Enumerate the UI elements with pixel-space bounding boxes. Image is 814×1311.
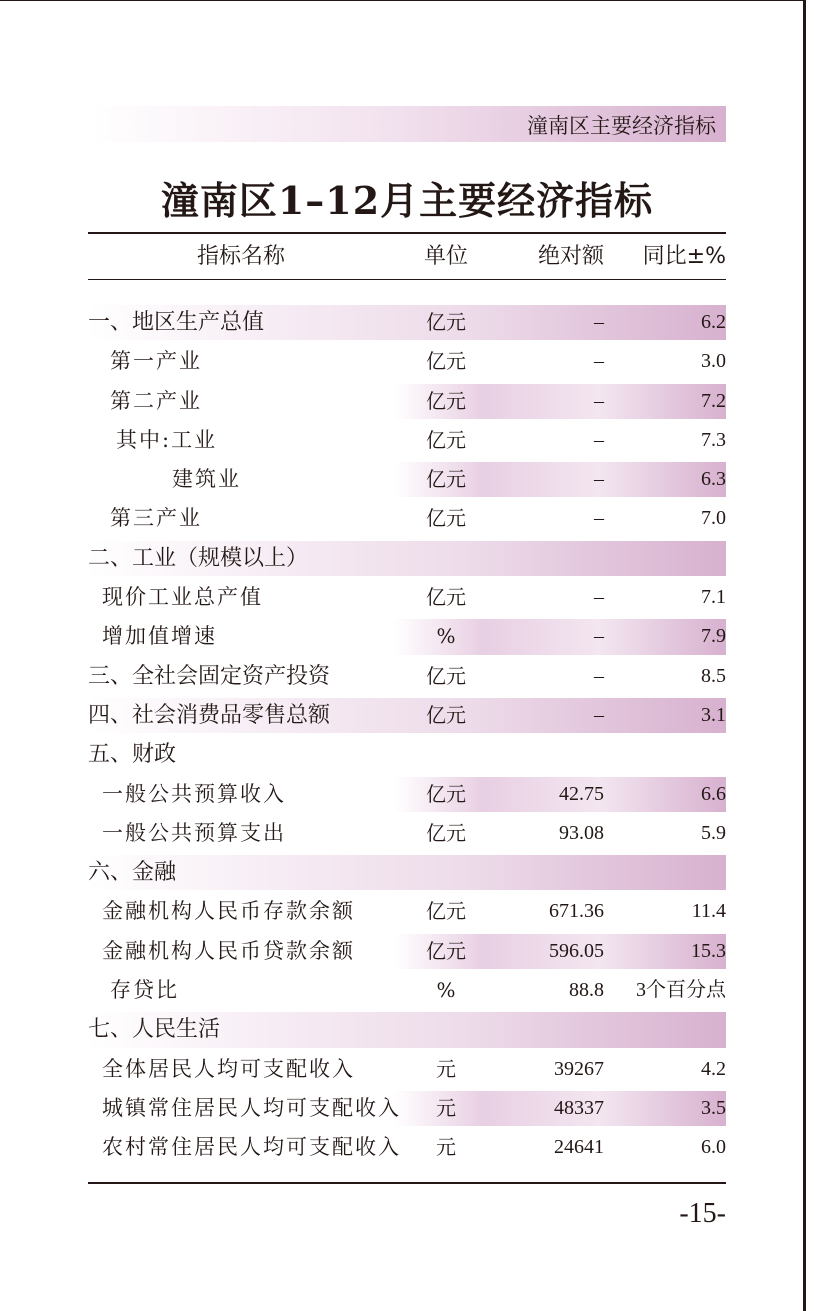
running-header — [92, 106, 726, 142]
indicator-name: 第一产业 — [110, 349, 202, 374]
indicator-unit: 元 — [436, 1135, 456, 1160]
indicator-name: 二、工业（规模以上） — [88, 545, 309, 571]
indicator-name: 第三产业 — [110, 506, 202, 531]
indicator-yoy — [616, 853, 726, 892]
indicator-yoy: 3.1 — [701, 703, 726, 726]
table-row — [88, 539, 726, 578]
indicator-unit: 元 — [436, 1095, 456, 1120]
table-bottom-rule — [88, 1182, 726, 1184]
indicator-yoy — [616, 1010, 726, 1049]
indicator-name: 一般公共预算支出 — [102, 820, 286, 845]
indicator-unit: 亿元 — [426, 349, 466, 374]
indicator-yoy: 3.0 — [701, 350, 726, 373]
indicator-absolute: 596.05 — [549, 939, 604, 962]
indicator-yoy: 6.2 — [701, 311, 726, 333]
indicator-unit: 亿元 — [426, 663, 466, 688]
indicator-name: 五、财政 — [88, 742, 177, 768]
table-row — [88, 1128, 726, 1167]
table-row — [88, 735, 726, 774]
indicator-name: 其中:工业 — [116, 427, 218, 452]
table-row — [88, 303, 726, 342]
indicator-unit — [406, 735, 486, 774]
indicator-unit: % — [436, 978, 456, 1003]
indicator-yoy: 6.3 — [701, 468, 726, 491]
indicator-name: 三、全社会固定资产投资 — [88, 663, 331, 689]
indicator-absolute: 24641 — [554, 1136, 604, 1159]
indicator-absolute: – — [594, 389, 604, 412]
column-header-name: 指标名称 — [196, 244, 285, 269]
indicator-absolute — [500, 1010, 604, 1049]
indicator-yoy: 11.4 — [691, 900, 726, 923]
page-title: 潼南区1–12月主要经济指标 — [160, 178, 654, 223]
indicator-yoy: 7.1 — [701, 586, 726, 609]
indicator-name: 存贷比 — [110, 978, 179, 1003]
table-row — [88, 657, 726, 696]
table-row — [88, 814, 726, 853]
indicator-yoy — [616, 539, 726, 578]
indicator-absolute: – — [594, 311, 604, 333]
indicator-unit: 亿元 — [426, 427, 466, 452]
indicator-yoy: 6.0 — [701, 1136, 726, 1159]
indicator-absolute: – — [594, 507, 604, 530]
indicator-unit: 亿元 — [426, 899, 466, 924]
indicator-yoy: 8.5 — [701, 664, 726, 687]
table-row — [88, 578, 726, 617]
indicator-absolute — [500, 735, 604, 774]
indicator-name: 全体居民人均可支配收入 — [102, 1056, 355, 1081]
table-row — [88, 932, 726, 971]
table-row — [88, 460, 726, 499]
indicator-absolute: 42.75 — [559, 782, 604, 805]
indicator-unit: 亿元 — [426, 506, 466, 531]
indicator-absolute: – — [594, 468, 604, 491]
table-row — [88, 617, 726, 656]
indicator-yoy: 6.6 — [701, 782, 726, 805]
indicator-name: 建筑业 — [172, 467, 241, 492]
indicator-unit: 亿元 — [426, 388, 466, 413]
indicator-unit: 亿元 — [426, 310, 466, 334]
page-number: -15- — [679, 1198, 726, 1229]
indicator-unit — [406, 539, 486, 578]
indicator-yoy: 7.9 — [701, 625, 726, 648]
indicator-absolute: – — [594, 350, 604, 373]
table-row — [88, 971, 726, 1010]
indicator-yoy: 3个百分点 — [636, 979, 726, 1002]
indicator-name: 金融机构人民币存款余额 — [102, 899, 355, 924]
table-row — [88, 342, 726, 381]
indicator-yoy: 3.5 — [701, 1096, 726, 1119]
indicator-unit — [406, 853, 486, 892]
table-row — [88, 853, 726, 892]
indicator-unit: 亿元 — [426, 938, 466, 963]
table-row — [88, 696, 726, 735]
indicator-yoy: 7.2 — [701, 389, 726, 412]
indicator-yoy — [616, 735, 726, 774]
indicator-unit: 元 — [436, 1056, 456, 1081]
indicator-unit: 亿元 — [426, 467, 466, 492]
indicator-unit: % — [436, 624, 456, 649]
indicator-unit — [406, 1010, 486, 1049]
indicator-yoy: 4.2 — [701, 1057, 726, 1080]
indicator-unit: 亿元 — [426, 585, 466, 610]
running-header-title: 潼南区主要经济指标 — [527, 114, 716, 138]
table-top-rule — [88, 232, 726, 234]
indicator-table — [88, 303, 726, 1168]
indicator-absolute: – — [594, 625, 604, 648]
indicator-yoy: 5.9 — [701, 821, 726, 844]
indicator-absolute — [500, 539, 604, 578]
indicator-yoy: 7.3 — [701, 428, 726, 451]
indicator-absolute: – — [594, 586, 604, 609]
indicator-absolute: 88.8 — [569, 979, 604, 1002]
indicator-absolute: – — [594, 703, 604, 726]
indicator-unit: 亿元 — [426, 820, 466, 845]
column-header-yoy: 同比±% — [642, 244, 726, 269]
indicator-name: 农村常住居民人均可支配收入 — [102, 1135, 401, 1160]
table-row — [88, 892, 726, 931]
indicator-name: 第二产业 — [110, 388, 202, 413]
table-row — [88, 1089, 726, 1128]
indicator-name: 四、社会消费品零售总额 — [88, 702, 331, 728]
indicator-absolute: – — [594, 664, 604, 687]
indicator-name: 现价工业总产值 — [102, 585, 263, 610]
indicator-absolute: 39267 — [554, 1057, 604, 1080]
indicator-name: 一般公共预算收入 — [102, 781, 286, 806]
indicator-name: 金融机构人民币贷款余额 — [102, 938, 355, 963]
indicator-absolute: – — [594, 428, 604, 451]
table-row — [88, 382, 726, 421]
indicator-absolute: 48337 — [554, 1096, 604, 1119]
indicator-absolute: 671.36 — [549, 900, 604, 923]
column-header-unit: 单位 — [423, 244, 468, 269]
indicator-name: 城镇常住居民人均可支配收入 — [102, 1095, 401, 1120]
table-row — [88, 499, 726, 538]
indicator-absolute — [500, 853, 604, 892]
indicator-name: 六、金融 — [88, 860, 177, 886]
indicator-name: 一、地区生产总值 — [88, 310, 265, 335]
table-row — [88, 421, 726, 460]
column-header-absolute: 绝对额 — [537, 244, 604, 269]
indicator-name: 增加值增速 — [102, 624, 217, 649]
indicator-unit: 亿元 — [426, 781, 466, 806]
table-header-rule — [88, 279, 726, 280]
indicator-yoy: 15.3 — [691, 939, 726, 962]
indicator-name: 七、人民生活 — [88, 1017, 221, 1043]
indicator-absolute: 93.08 — [559, 821, 604, 844]
indicator-yoy: 7.0 — [701, 507, 726, 530]
table-row — [88, 1050, 726, 1089]
table-row — [88, 775, 726, 814]
indicator-unit: 亿元 — [426, 702, 466, 727]
table-row — [88, 1010, 726, 1049]
